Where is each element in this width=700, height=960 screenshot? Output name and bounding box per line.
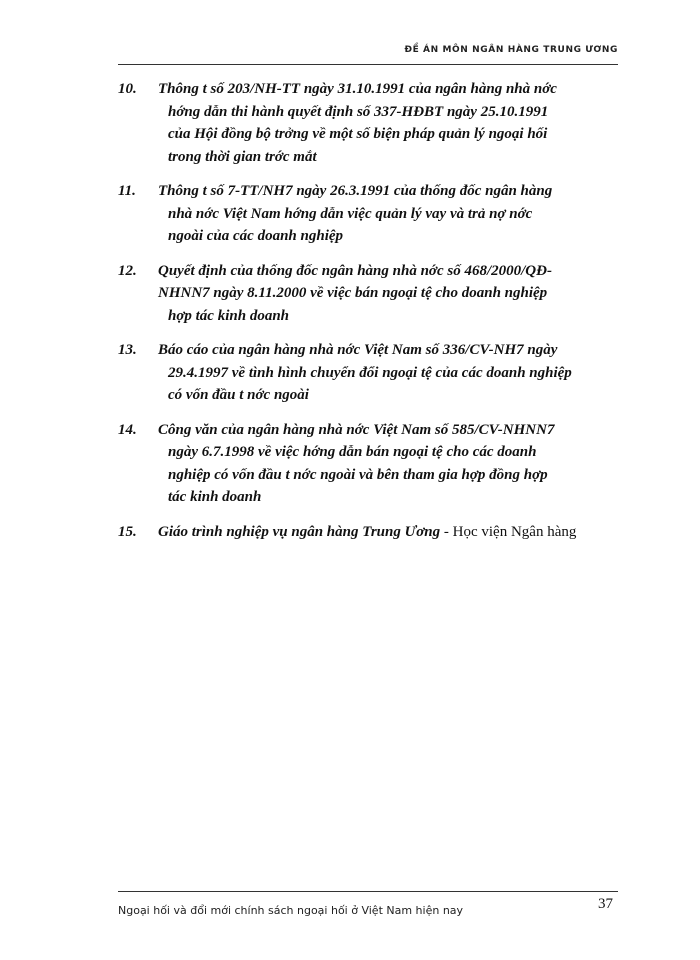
reference-number: 11. [118,183,136,199]
reference-line: hớng dẫn thi hành quyết định số 337-HĐBT ngày 25.10.1991 [168,103,549,120]
footer-rule [118,891,618,892]
reference-list [118,78,628,555]
running-title: ĐỀ ÁN MÔN NGÂN HÀNG TRUNG ƯƠNG [404,45,618,53]
header-rule [118,64,618,65]
reference-line: Thông t số 7-TT/NH7 ngày 26.3.1991 của thống đốc ngân hàng [158,183,553,199]
reference-line: có vốn đầu t nớc ngoài [168,387,309,403]
page-number: 37 [598,896,613,912]
reference-text [158,339,628,407]
reference-number: 10. [118,81,137,97]
reference-line: NHNN7 ngày 8.11.2000 về việc bán ngoại tệ cho doanh nghiệp [158,285,548,301]
reference-text [158,521,628,544]
reference-item [118,180,628,248]
reference-item [118,521,628,544]
reference-number: 15. [118,523,137,540]
reference-text [158,180,628,248]
reference-item [118,78,628,168]
reference-line: ngoài của các doanh nghiệp [168,228,344,244]
reference-line: trong thời gian trớc mắt [168,148,317,165]
reference-line [158,521,628,544]
reference-line: ngày 6.7.1998 về việc hớng dẫn bán ngoại tệ cho các doanh [168,444,537,460]
reference-item [118,419,628,509]
reference-item [118,260,628,328]
reference-line: của Hội đồng bộ trởng về một số biện pháp quản lý ngoại hối [168,126,548,142]
reference-line: 29.4.1997 về tình hình chuyển đổi ngoại tệ của các doanh nghiệp [168,364,572,381]
reference-text [158,78,628,168]
reference-item [118,339,628,407]
reference-publisher: - Học viện Ngân hàng [440,523,577,540]
reference-text [158,260,628,328]
reference-number: 14. [118,421,137,438]
reference-number: 13. [118,342,137,358]
reference-title: Giáo trình nghiệp vụ ngân hàng Trung Ương [158,523,441,540]
reference-line: Công văn của ngân hàng nhà nớc Việt Nam số 585/CV-NHNN7 [158,421,555,438]
reference-number: 12. [118,262,137,279]
reference-line: Quyết định của thống đốc ngân hàng nhà nớc số 468/2000/QĐ- [158,262,552,279]
reference-line: nghiệp có vốn đầu t nớc ngoài và bên tham gia hợp đồng hợp [168,466,548,483]
reference-line: nhà nớc Việt Nam hớng dẫn việc quản lý vay và trả nợ nớc [168,205,533,222]
reference-line: Thông t số 203/NH-TT ngày 31.10.1991 của ngân hàng nhà nớc [158,81,557,97]
reference-text [158,419,628,509]
reference-line: hợp tác kinh doanh [168,307,290,324]
footer-title: Ngoại hối và đổi mới chính sách ngoại hối ở Việt Nam hiện nay [118,904,464,917]
reference-line: tác kinh doanh [168,489,262,505]
reference-line: Báo cáo của ngân hàng nhà nớc Việt Nam số 336/CV-NH7 ngày [158,342,558,358]
page-header [118,40,618,64]
